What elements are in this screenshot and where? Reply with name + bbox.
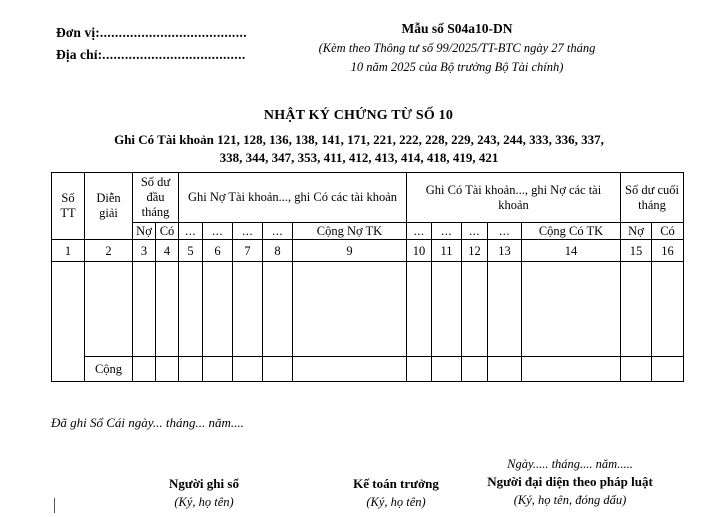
header-row-subcolumns <box>52 223 684 240</box>
total-no-8[interactable] <box>263 357 293 382</box>
total-cong-no-tk[interactable] <box>293 357 407 382</box>
subcol-co-account-11: ... <box>432 223 462 240</box>
subcol-cong-co-tk: Cộng Có TK <box>522 223 621 240</box>
colnum-13: 13 <box>488 240 522 262</box>
signature-area <box>0 455 717 517</box>
signature-block-legal-representative <box>440 455 700 509</box>
cell-cong-no-tk-entry[interactable] <box>293 262 407 357</box>
cell-no-7-entry[interactable] <box>233 262 263 357</box>
colnum-16: 16 <box>652 240 684 262</box>
total-co-11[interactable] <box>432 357 462 382</box>
document-title: NHẬT KÝ CHỨNG TỪ SỐ 10 <box>263 108 454 123</box>
header-row-groups <box>52 173 684 223</box>
col-header-stt: Số TT <box>52 173 85 240</box>
subcol-no-account-5: ... <box>179 223 203 240</box>
signature-hint-chief-accountant: (Ký, họ tên) <box>366 495 426 509</box>
cell-no-5-entry[interactable] <box>179 262 203 357</box>
cell-no-6-entry[interactable] <box>203 262 233 357</box>
signature-hint-legal-representative: (Ký, họ tên, đóng dấu) <box>513 493 627 507</box>
form-reference-block <box>282 20 632 76</box>
unit-label: Đơn vị: <box>56 25 100 40</box>
signature-hint-recorder: (Ký, họ tên) <box>174 495 234 509</box>
total-no-cuoi[interactable] <box>621 357 652 382</box>
colnum-8: 8 <box>263 240 293 262</box>
signature-role-legal-representative: Người đại diện theo pháp luật <box>487 474 653 489</box>
cell-co-10-entry[interactable] <box>407 262 432 357</box>
cell-no-8-entry[interactable] <box>263 262 293 357</box>
cell-co-12-entry[interactable] <box>462 262 488 357</box>
colnum-14: 14 <box>522 240 621 262</box>
document-header <box>0 0 717 92</box>
colnum-10: 10 <box>407 240 432 262</box>
journal-table <box>51 172 684 382</box>
subtitle-line-2: 338, 344, 347, 353, 411, 412, 413, 414, 418, 419, 421 <box>219 150 499 165</box>
ledger-posting-note: Đã ghi Sổ Cái ngày... tháng... năm.... <box>51 415 244 430</box>
subcol-no-account-6: ... <box>203 223 233 240</box>
signature-role-chief-accountant: Kế toán trưởng <box>353 476 439 491</box>
total-co-cuoi[interactable] <box>652 357 684 382</box>
colnum-7: 7 <box>233 240 263 262</box>
colnum-12: 12 <box>462 240 488 262</box>
unit-line <box>56 22 316 44</box>
total-co-12[interactable] <box>462 357 488 382</box>
colnum-3: 3 <box>133 240 156 262</box>
cell-cong-co-tk-entry[interactable] <box>522 262 621 357</box>
colnum-11: 11 <box>432 240 462 262</box>
colnum-2: 2 <box>85 240 133 262</box>
subcol-co-dau: Có <box>156 223 179 240</box>
unit-dotted-fill: ....................................... <box>99 25 248 40</box>
document-subtitle <box>50 131 668 167</box>
colnum-1: 1 <box>52 240 85 262</box>
unit-info-block <box>56 22 316 66</box>
total-no-5[interactable] <box>179 357 203 382</box>
total-label-cell: Cộng <box>85 357 133 382</box>
cell-co-dau-entry[interactable] <box>156 262 179 357</box>
col-header-ghi-co-group: Ghi Có Tài khoản..., ghi Nợ các tài khoản <box>407 173 621 223</box>
colnum-6: 6 <box>203 240 233 262</box>
form-code: Mẫu số S04a10-DN <box>401 21 513 36</box>
address-line <box>56 44 316 66</box>
total-co-13[interactable] <box>488 357 522 382</box>
cell-no-dau-entry[interactable] <box>133 262 156 357</box>
signature-role-recorder: Người ghi sổ <box>169 476 239 491</box>
total-no-dau[interactable] <box>133 357 156 382</box>
subcol-no-cuoi: Nợ <box>621 223 652 240</box>
subcol-co-account-12: ... <box>462 223 488 240</box>
subcol-no-dau: Nợ <box>133 223 156 240</box>
subtitle-line-1: Ghi Có Tài khoản 121, 128, 136, 138, 141, 171, 221, 222, 228, 229, 243, 244, 333, 336, 337, <box>114 132 604 147</box>
colnum-4: 4 <box>156 240 179 262</box>
cell-co-cuoi-entry[interactable] <box>652 262 684 357</box>
total-no-7[interactable] <box>233 357 263 382</box>
signature-date-line: Ngày..... tháng.... năm..... <box>507 457 633 471</box>
cell-stt-entry[interactable] <box>52 262 85 382</box>
subcol-cong-no-tk: Cộng Nợ TK <box>293 223 407 240</box>
cell-no-cuoi-entry[interactable] <box>621 262 652 357</box>
table-body <box>52 262 684 382</box>
address-label: Địa chỉ: <box>56 47 103 62</box>
total-cong-co-tk[interactable] <box>522 357 621 382</box>
subcol-co-account-13: ... <box>488 223 522 240</box>
colnum-15: 15 <box>621 240 652 262</box>
journal-table-wrapper <box>51 172 684 382</box>
subcol-co-cuoi: Có <box>652 223 684 240</box>
colnum-9: 9 <box>293 240 407 262</box>
col-header-ghi-no-group: Ghi Nợ Tài khoản..., ghi Có các tài khoản <box>179 173 407 223</box>
cell-co-11-entry[interactable] <box>432 262 462 357</box>
total-co-dau[interactable] <box>156 357 179 382</box>
total-no-6[interactable] <box>203 357 233 382</box>
subcol-co-account-10: ... <box>407 223 432 240</box>
table-head <box>52 173 684 262</box>
col-header-so-du-dau-thang: Số dư đầu tháng <box>133 173 179 223</box>
subcol-no-account-8: ... <box>263 223 293 240</box>
column-number-row <box>52 240 684 262</box>
table-total-row[interactable] <box>52 357 684 382</box>
address-dotted-fill: ...................................... <box>102 47 246 62</box>
form-circular-line2: 10 năm 2025 của Bộ trưởng Bộ Tài chính) <box>350 60 564 74</box>
subcol-no-account-7: ... <box>233 223 263 240</box>
cell-dien-giai-entry[interactable] <box>85 262 133 357</box>
table-row[interactable] <box>52 262 684 357</box>
cell-co-13-entry[interactable] <box>488 262 522 357</box>
col-header-so-du-cuoi-thang: Số dư cuối tháng <box>621 173 684 223</box>
form-circular-line1: (Kèm theo Thông tư số 99/2025/TT-BTC ngày 27 tháng <box>318 41 596 55</box>
total-co-10[interactable] <box>407 357 432 382</box>
colnum-5: 5 <box>179 240 203 262</box>
text-cursor <box>54 498 55 513</box>
col-header-dien-giai: Diễn giải <box>85 173 133 240</box>
